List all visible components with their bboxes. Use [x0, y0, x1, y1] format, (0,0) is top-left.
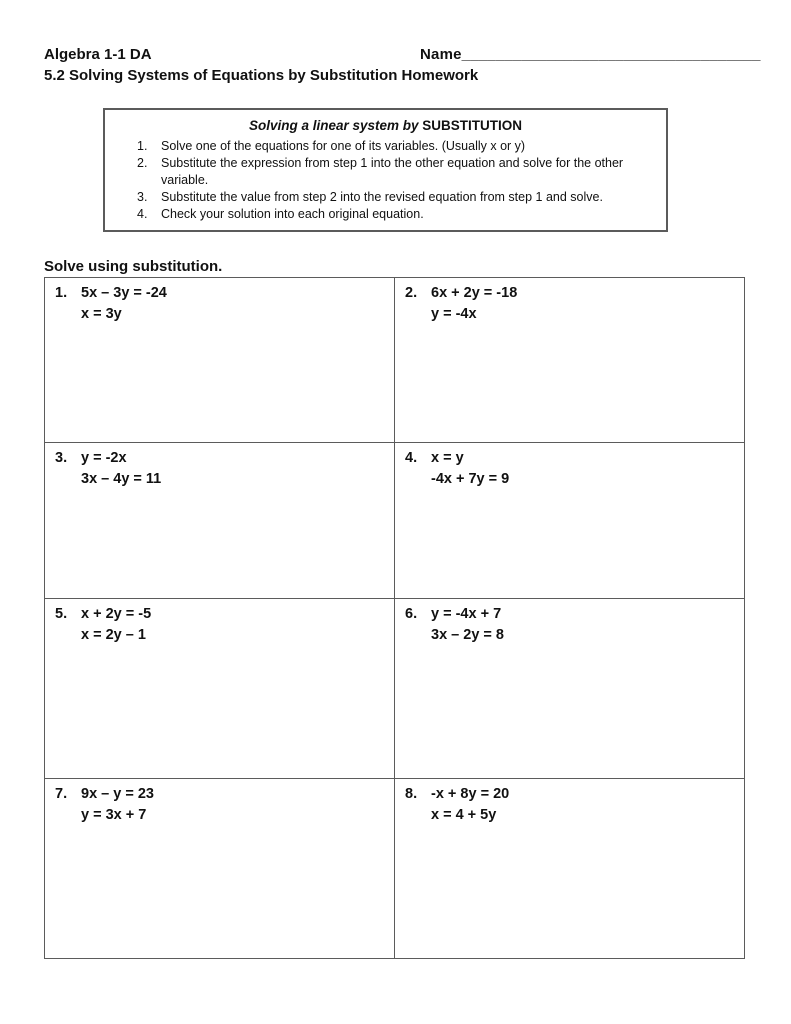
- step-number: 2.: [137, 156, 148, 170]
- problems-table: [44, 277, 745, 959]
- equation-1: y = -4x + 7: [431, 606, 502, 622]
- equation-2: 3x – 2y = 8: [431, 627, 504, 643]
- problem-number: 6.: [405, 606, 418, 622]
- problem-equations: [81, 283, 167, 325]
- problem-cell-6: [395, 599, 745, 779]
- equation-2: x = 3y: [81, 306, 122, 322]
- problem-equations: [81, 604, 151, 646]
- table-row: [45, 278, 745, 443]
- table-row: [45, 443, 745, 599]
- step-number: 1.: [137, 139, 148, 153]
- step-text: Substitute the value from step 2 into the revised equation from step 1 and solve.: [161, 190, 603, 204]
- problem-cell-2: [395, 278, 745, 443]
- problem-number: 3.: [55, 450, 68, 466]
- equation-2: x = 4 + 5y: [431, 807, 497, 823]
- problem-cell-5: [45, 599, 395, 779]
- step-number: 3.: [137, 190, 148, 204]
- problem-equations: [431, 784, 509, 826]
- problem-equations: [431, 604, 504, 646]
- equation-1: x + 2y = -5: [81, 606, 152, 622]
- problem-number: 7.: [55, 786, 68, 802]
- instruction-title-italic: Solving a linear system by: [248, 118, 423, 133]
- equation-2: y = 3x + 7: [81, 807, 147, 823]
- problem-4: [405, 448, 738, 490]
- instruction-title-bold: SUBSTITUTION: [422, 118, 523, 133]
- equation-1: 5x – 3y = -24: [81, 285, 167, 301]
- problem-equations: [81, 448, 161, 490]
- instruction-box-title: [105, 118, 666, 133]
- course-title: Algebra 1-1 DA: [44, 46, 152, 63]
- instruction-box: [103, 108, 668, 232]
- problem-number: 1.: [55, 285, 68, 301]
- step-text: Check your solution into each original equation.: [161, 207, 424, 221]
- name-field: [420, 46, 761, 63]
- equation-1: -x + 8y = 20: [431, 786, 510, 802]
- equation-1: y = -2x: [81, 450, 127, 466]
- instruction-step: [105, 155, 666, 189]
- equation-1: 6x + 2y = -18: [431, 285, 518, 301]
- problem-number: 8.: [405, 786, 418, 802]
- problem-8: [405, 784, 738, 826]
- problem-cell-3: [45, 443, 395, 599]
- problem-1: [55, 283, 388, 325]
- name-blank-line[interactable]: ___________________________________: [461, 46, 761, 63]
- step-text: Substitute the expression from step 1 into the other equation and solve for the other variable.: [161, 156, 624, 187]
- instruction-steps: [105, 138, 666, 223]
- problem-cell-1: [45, 278, 395, 443]
- problem-equations: [431, 448, 509, 490]
- equation-2: -4x + 7y = 9: [431, 471, 510, 487]
- instruction-step: [105, 138, 666, 155]
- problem-number: 2.: [405, 285, 418, 301]
- problem-cell-8: [395, 779, 745, 959]
- instruction-step: [105, 189, 666, 206]
- problem-number: 4.: [405, 450, 418, 466]
- worksheet-title: 5.2 Solving Systems of Equations by Substitution Homework: [44, 67, 479, 84]
- step-number: 4.: [137, 207, 148, 221]
- problem-2: [405, 283, 738, 325]
- instruction-step: [105, 206, 666, 223]
- problem-cell-4: [395, 443, 745, 599]
- equation-2: x = 2y – 1: [81, 627, 146, 643]
- problem-5: [55, 604, 388, 646]
- table-row: [45, 599, 745, 779]
- problem-cell-7: [45, 779, 395, 959]
- problem-7: [55, 784, 388, 826]
- problem-number: 5.: [55, 606, 68, 622]
- equation-1: x = y: [431, 450, 464, 466]
- equation-2: 3x – 4y = 11: [81, 471, 162, 487]
- step-text: Solve one of the equations for one of its variables. (Usually x or y): [161, 139, 526, 153]
- problem-equations: [431, 283, 517, 325]
- problem-equations: [81, 784, 154, 826]
- equation-2: y = -4x: [431, 306, 477, 322]
- equation-1: 9x – y = 23: [81, 786, 154, 802]
- name-label: Name: [420, 46, 462, 63]
- problem-3: [55, 448, 388, 490]
- section-heading: Solve using substitution.: [44, 258, 223, 275]
- problem-6: [405, 604, 738, 646]
- table-row: [45, 779, 745, 959]
